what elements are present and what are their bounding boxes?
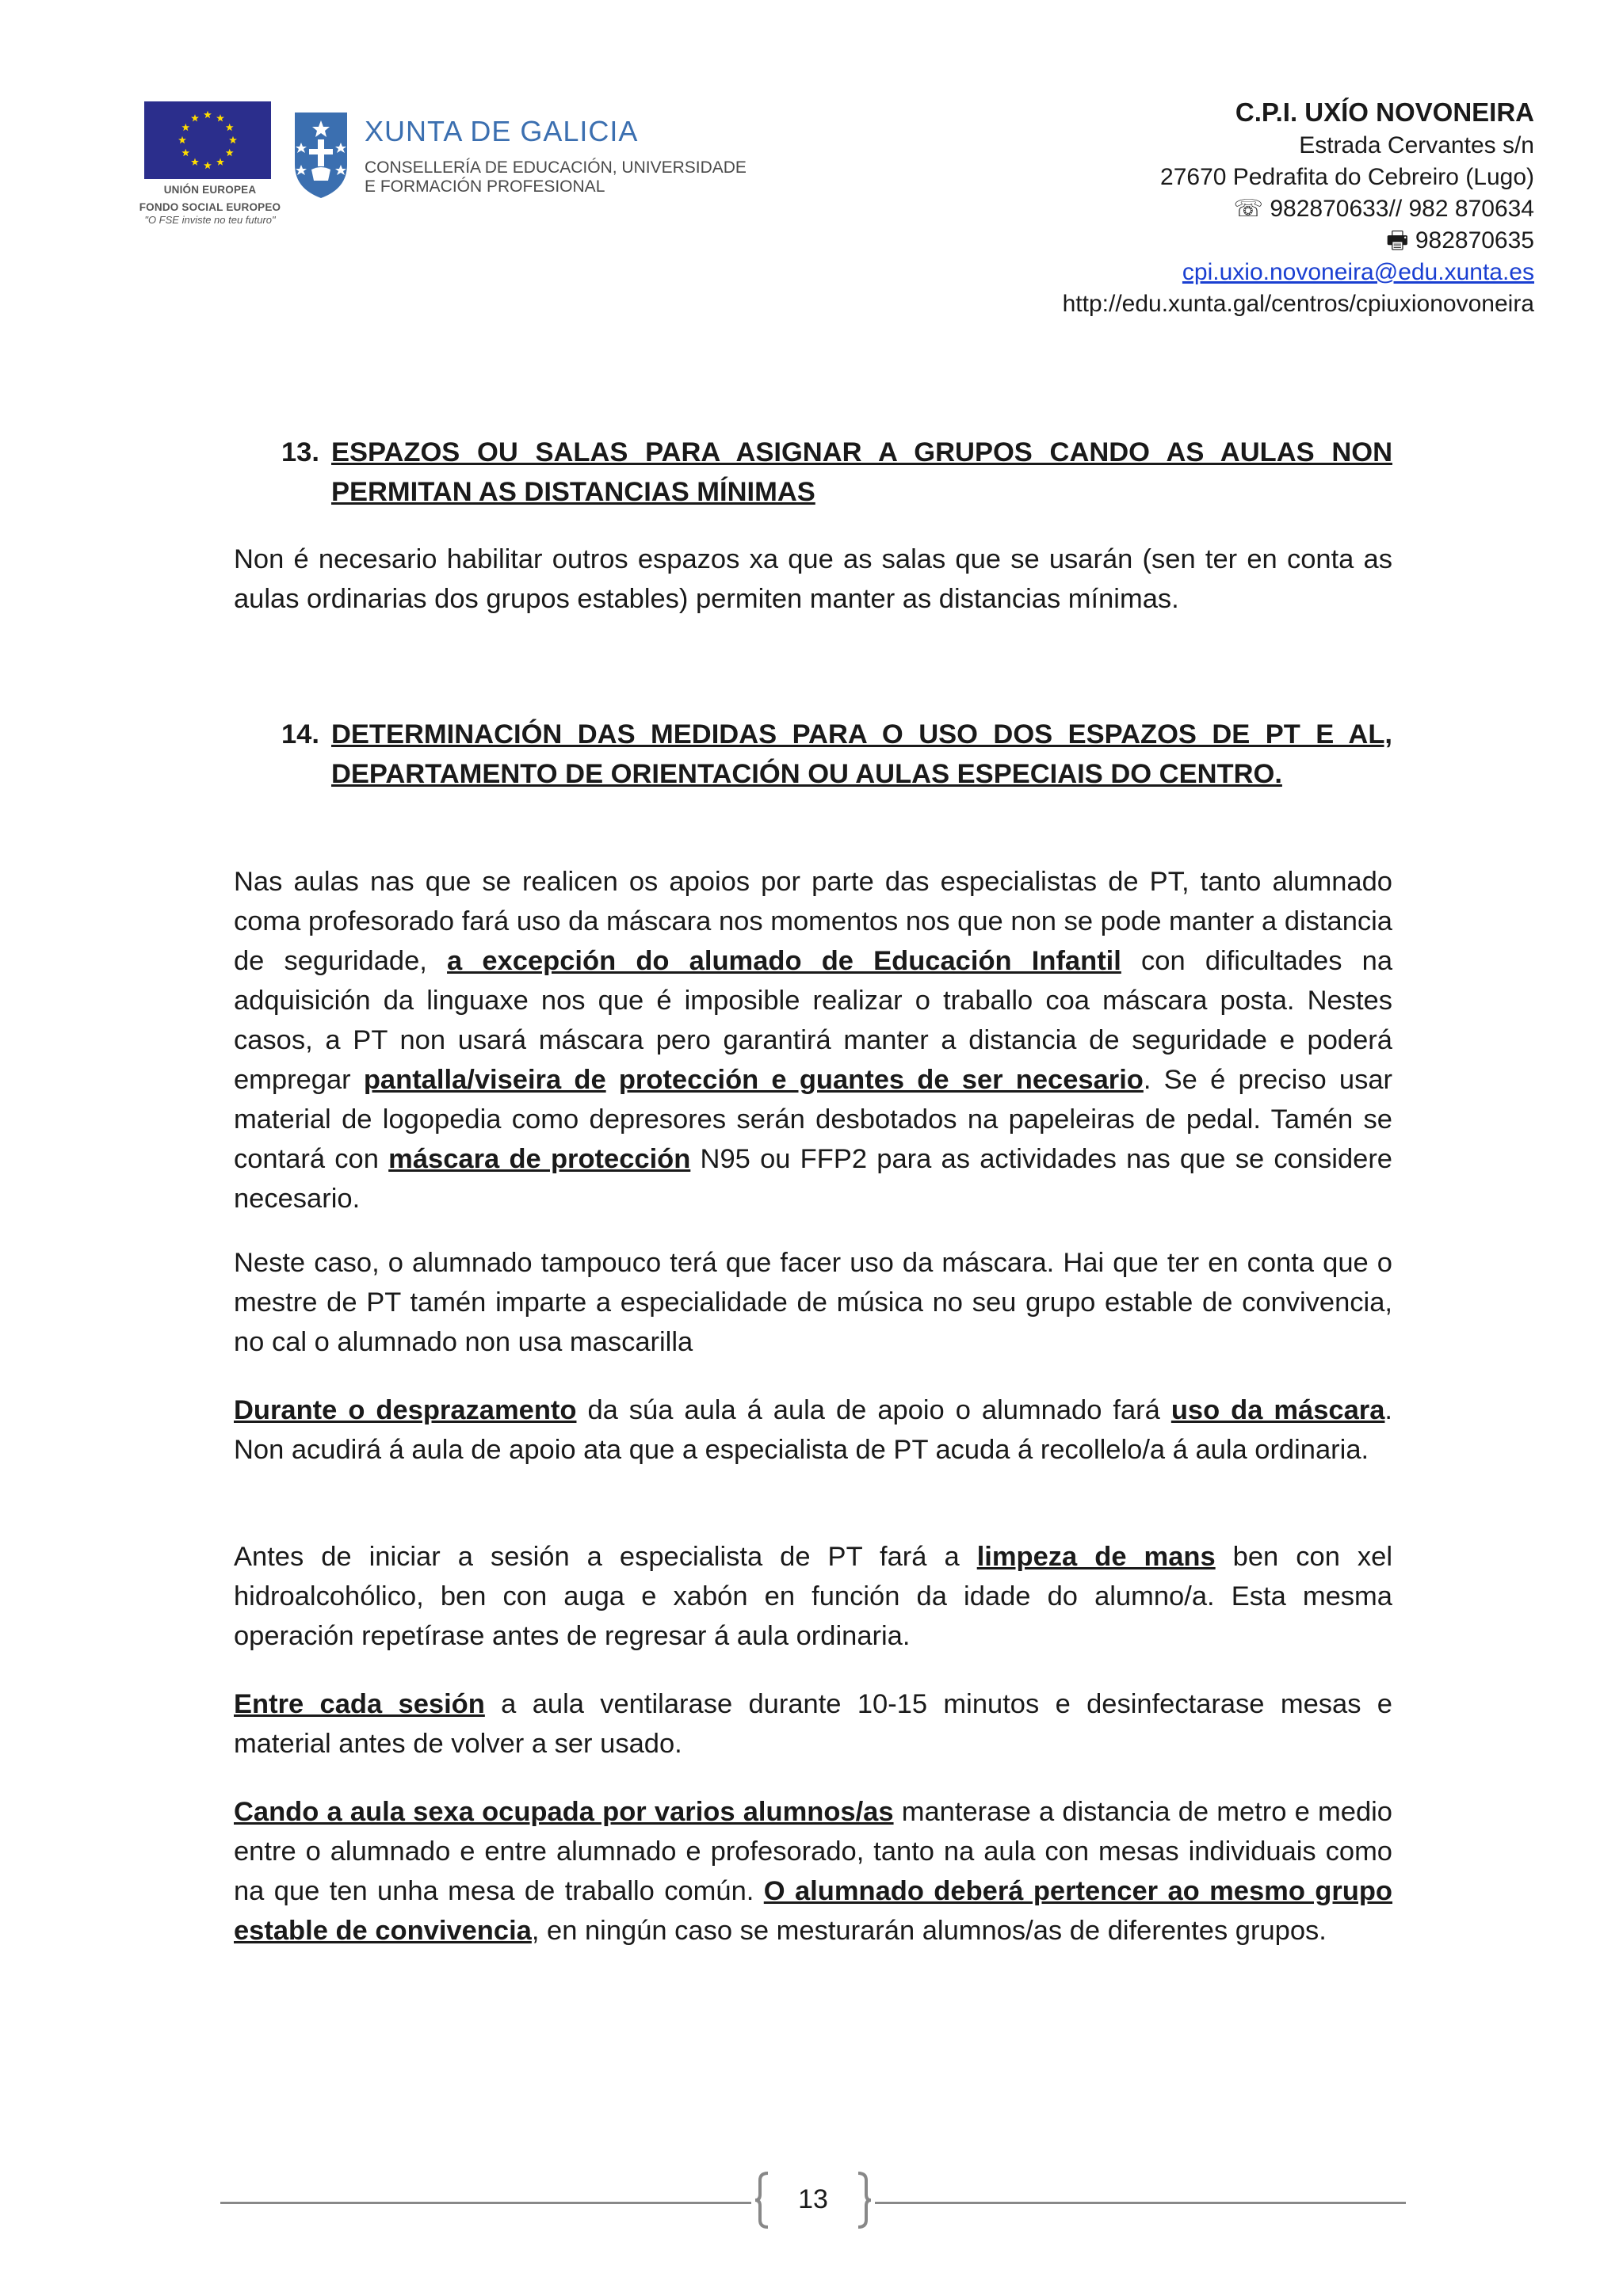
p1-text-c: con dificultades na adquisición da linguaxe nos que é imposible realizar o traballo coa máscara posta. Nestes casos, a PT non usará máscara pero garantirá manter a distancia de seguridade e poderá empregar (234, 946, 1393, 1095)
p1-emphasis-mascara: máscara de protección (388, 1144, 691, 1174)
address-line-2: 27670 Pedrafita do Cebreiro (Lugo) (1160, 164, 1534, 190)
p1-emphasis-infantil: a excepción do alumado de Educación Infantil (447, 946, 1121, 976)
section-14-paragraph-1 (234, 862, 1392, 1219)
section-14-paragraph-2: Neste caso, o alumnado tampouco terá que facer uso da máscara. Hai que ter en conta que o mestre de PT tamén imparte a especialidade de música no seu grupo estable de convivencia, no cal o alumnado non usa mascarilla (234, 1248, 1392, 1357)
footer-rule-left (220, 2202, 751, 2204)
section-14-paragraph-5 (234, 1684, 1392, 1764)
p6-emphasis-varios-alumnos: Cando a aula sexa ocupada por varios alumnos/as (234, 1797, 894, 1827)
p6-emphasis-grupo-estable: O alumnado deberá pertencer ao mesmo grupo estable de convivencia (234, 1876, 1393, 1946)
p4-emphasis-limpeza: limpeza de mans (976, 1542, 1216, 1572)
right-brace-icon (855, 2171, 873, 2229)
xunta-emblem-icon (292, 109, 350, 201)
phone-line: ☏ 982870633// 982 870634 (1233, 196, 1534, 222)
p1-emphasis-proteccion: protección e guantes de ser necesario (618, 1065, 1144, 1095)
left-brace-icon (754, 2171, 771, 2229)
website-line: http://edu.xunta.gal/centros/cpiuxionovoneira (1062, 291, 1534, 317)
eu-caption-2: FONDO SOCIAL EUROPEO (139, 201, 281, 213)
page-number: 13 (798, 2184, 828, 2214)
p3-text-b: da súa aula á aula de apoio o alumnado fará (576, 1395, 1171, 1425)
p3-emphasis-uso-mascara: uso da máscara (1170, 1395, 1385, 1425)
p1-text-a: Nas aulas nas que se realicen os apoios por parte das especialistas de PT, tanto alumnado coma profesorado fará uso da máscara nos momentos nos que non se pode manter a distancia de seguridade, (234, 867, 1392, 976)
section-14-title: DETERMINACIÓN DAS MEDIDAS PARA O USO DOS ESPAZOS DE PT E AL, DEPARTAMENTO DE ORIENTACIÓN OU AULAS ESPECIAIS DO CENTRO. (331, 719, 1392, 789)
section-14-number: 14. (281, 719, 319, 749)
section-14-paragraph-6 (234, 1792, 1392, 1951)
school-contact-block (1063, 95, 1534, 320)
p3-emphasis-desprazamento: Durante o desprazamento (234, 1395, 577, 1425)
section-13-paragraph: Non é necesario habilitar outros espazos xa que as salas que se usarán (sen ter en conta as aulas ordinarias dos grupos estables) permiten manter as distancias mínimas. (234, 544, 1392, 614)
xunta-dept-line-2: E FORMACIÓN PROFESIONAL (365, 177, 605, 196)
p1-text-g: . Se é preciso usar material de logopedia como depresores serán desbotados na papeleiras de pedal. Tamén se contará con (234, 1065, 1392, 1174)
p5-text-b: a aula ventilarase durante 10-15 minutos e desinfectarase mesas e material antes de volver a ser usado. (234, 1689, 1392, 1759)
section-13-heading (281, 433, 1392, 512)
email-link[interactable]: cpi.uxio.novoneira@edu.xunta.es (1182, 259, 1534, 285)
section-14-paragraph-4 (234, 1537, 1392, 1656)
eu-caption-1: UNIÓN EUROPEA (163, 184, 257, 196)
section-13-number: 13. (281, 437, 319, 467)
section-14-paragraph-3 (234, 1390, 1392, 1470)
p3-text-d: . Non acudirá á aula de apoio ata que a especialista de PT acuda á recollelo/a á aula ordinaria. (234, 1395, 1393, 1465)
fax-line: 🖶 982870635 (1386, 227, 1534, 254)
xunta-dept-line-1: CONSELLERÍA DE EDUCACIÓN, UNIVERSIDADE (365, 158, 747, 177)
xunta-title: XUNTA DE GALICIA (365, 115, 639, 147)
p6-text-b: manterase a distancia de metro e medio entre o alumnado e entre alumnado e profesorado, tanto na aula con mesas individuais como na que ten unha mesa de traballo común. (234, 1797, 1392, 1906)
address-line-1: Estrada Cervantes s/n (1299, 132, 1534, 158)
school-name: C.P.I. UXÍO NOVONEIRA (1235, 97, 1534, 127)
footer-rule-right (875, 2202, 1406, 2204)
eu-slogan: "O FSE inviste no teu futuro" (144, 214, 276, 226)
p1-emphasis-pantalla: pantalla/viseira de (363, 1065, 606, 1095)
p4-text-a: Antes de iniciar a sesión a especialista de PT fará a (234, 1542, 977, 1572)
eu-flag-icon (144, 101, 271, 179)
p4-text-c: ben con xel hidroalcohólico, ben con auga e xabón en función da idade do alumno/a. Esta mesma operación repetírase antes de regresar á aula ordinaria. (234, 1542, 1393, 1651)
p6-text-d: , en ningún caso se mesturarán alumnos/as de diferentes grupos. (531, 1916, 1327, 1946)
section-14-heading (281, 715, 1392, 794)
eu-logo (127, 101, 293, 227)
p5-emphasis-sesion: Entre cada sesión (234, 1689, 485, 1719)
p1-text-i: N95 ou FFP2 para as actividades nas que se considere necesario. (234, 1144, 1392, 1214)
page-footer (220, 2171, 1406, 2234)
section-13-title: ESPAZOS OU SALAS PARA ASIGNAR A GRUPOS CANDO AS AULAS NON PERMITAN AS DISTANCIAS MÍNIMAS (331, 437, 1392, 507)
p1-space (606, 1065, 619, 1095)
header-logos (127, 101, 747, 236)
